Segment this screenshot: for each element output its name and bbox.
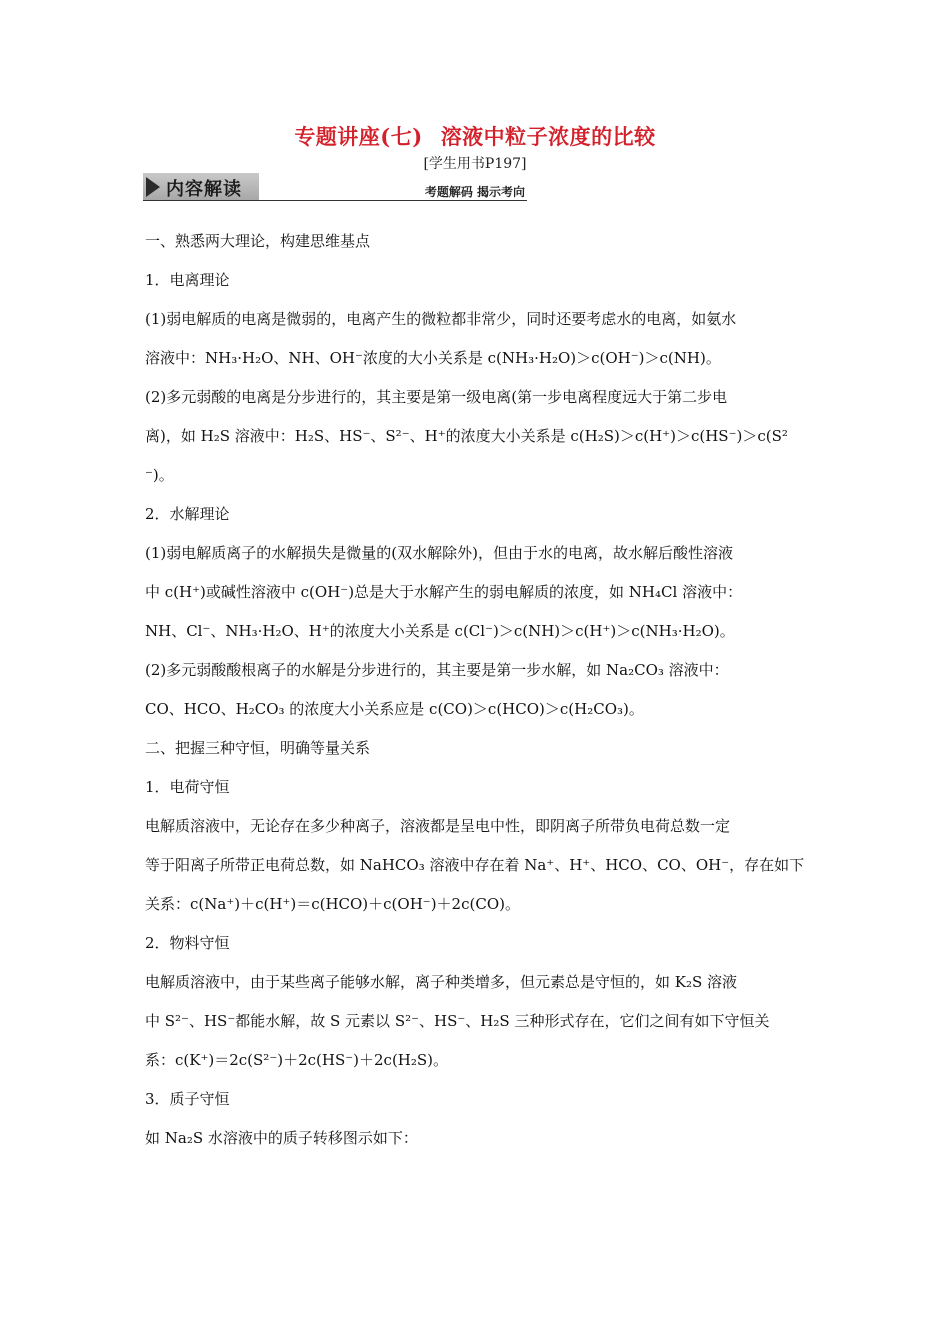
banner-divider [143, 200, 527, 201]
text-line: 等于阳离子所带正电荷总数，如 NaHCO₃ 溶液中存在着 Na⁺、H⁺、HCO、CO、OH⁻，存在如下 [145, 856, 805, 874]
title-lecture-number: 专题讲座(七) [294, 124, 423, 149]
text-line: 电解质溶液中，由于某些离子能够水解，离子种类增多，但元素总是守恒的，如 K₂S 溶液 [145, 973, 738, 991]
subsection-heading: 2．物料守恒 [145, 934, 230, 952]
text-line: ⁻)。 [145, 466, 174, 484]
text-line: (1)弱电解质离子的水解损失是微量的(双水解除外)，但由于水的电离，故水解后酸性溶液 [145, 544, 733, 562]
title-topic: 溶液中粒子浓度的比较 [440, 124, 656, 149]
text-line: 离)，如 H₂S 溶液中：H₂S、HS⁻、S²⁻、H⁺的浓度大小关系是 c(H₂S)＞c(H⁺)＞c(HS⁻)＞c(S² [145, 427, 788, 445]
section-heading: 二、把握三种守恒，明确等量关系 [145, 739, 371, 757]
text-line: 电解质溶液中，无论存在多少种离子，溶液都是呈电中性，即阴离子所带负电荷总数一定 [145, 817, 731, 835]
subsection-heading: 1．电荷守恒 [145, 778, 230, 796]
subsection-heading: 3．质子守恒 [145, 1090, 230, 1108]
text-line: NH、Cl⁻、NH₃·H₂O、H⁺的浓度大小关系是 c(Cl⁻)＞c(NH)＞c(H⁺)＞c(NH₃·H₂O)。 [145, 622, 735, 640]
text-line: 中 c(H⁺)或碱性溶液中 c(OH⁻)总是大于水解产生的弱电解质的浓度，如 NH₄Cl 溶液中： [145, 583, 743, 601]
subsection-heading: 1．电离理论 [145, 271, 230, 289]
page-title [0, 121, 950, 151]
text-line: (2)多元弱酸酸根离子的水解是分步进行的，其主要是第一步水解，如 Na₂CO₃ 溶液中： [145, 661, 729, 679]
text-line: 中 S²⁻、HS⁻都能水解，故 S 元素以 S²⁻、HS⁻、H₂S 三种形式存在，它们之间有如下守恒关 [145, 1012, 770, 1030]
banner-subtitle: 考题解码 揭示考向 [424, 185, 525, 199]
text-line: 关系：c(Na⁺)＋c(H⁺)＝c(HCO)＋c(OH⁻)＋2c(CO)。 [145, 895, 520, 913]
subsection-heading: 2．水解理论 [145, 505, 230, 523]
text-line: 如 Na₂S 水溶液中的质子转移图示如下： [145, 1129, 418, 1147]
section-heading: 一、熟悉两大理论，构建思维基点 [145, 232, 371, 250]
section-banner [143, 173, 527, 201]
book-reference: [学生用书P197] [423, 156, 527, 172]
body-text [145, 222, 807, 1158]
banner-box [143, 173, 259, 200]
banner-label: 内容解读 [166, 179, 242, 200]
text-line: 溶液中：NH₃·H₂O、NH、OH⁻浓度的大小关系是 c(NH₃·H₂O)＞c(OH⁻)＞c(NH)。 [145, 349, 721, 367]
text-line: (2)多元弱酸的电离是分步进行的，其主要是第一级电离(第一步电离程度远大于第二步电 [145, 388, 728, 406]
text-line: (1)弱电解质的电离是微弱的，电离产生的微粒都非常少，同时还要考虑水的电离，如氨水 [145, 310, 737, 328]
play-arrow-icon [146, 177, 160, 197]
text-line: 系：c(K⁺)＝2c(S²⁻)＋2c(HS⁻)＋2c(H₂S)。 [145, 1051, 449, 1069]
text-line: CO、HCO、H₂CO₃ 的浓度大小关系应是 c(CO)＞c(HCO)＞c(H₂CO₃)。 [145, 700, 644, 718]
